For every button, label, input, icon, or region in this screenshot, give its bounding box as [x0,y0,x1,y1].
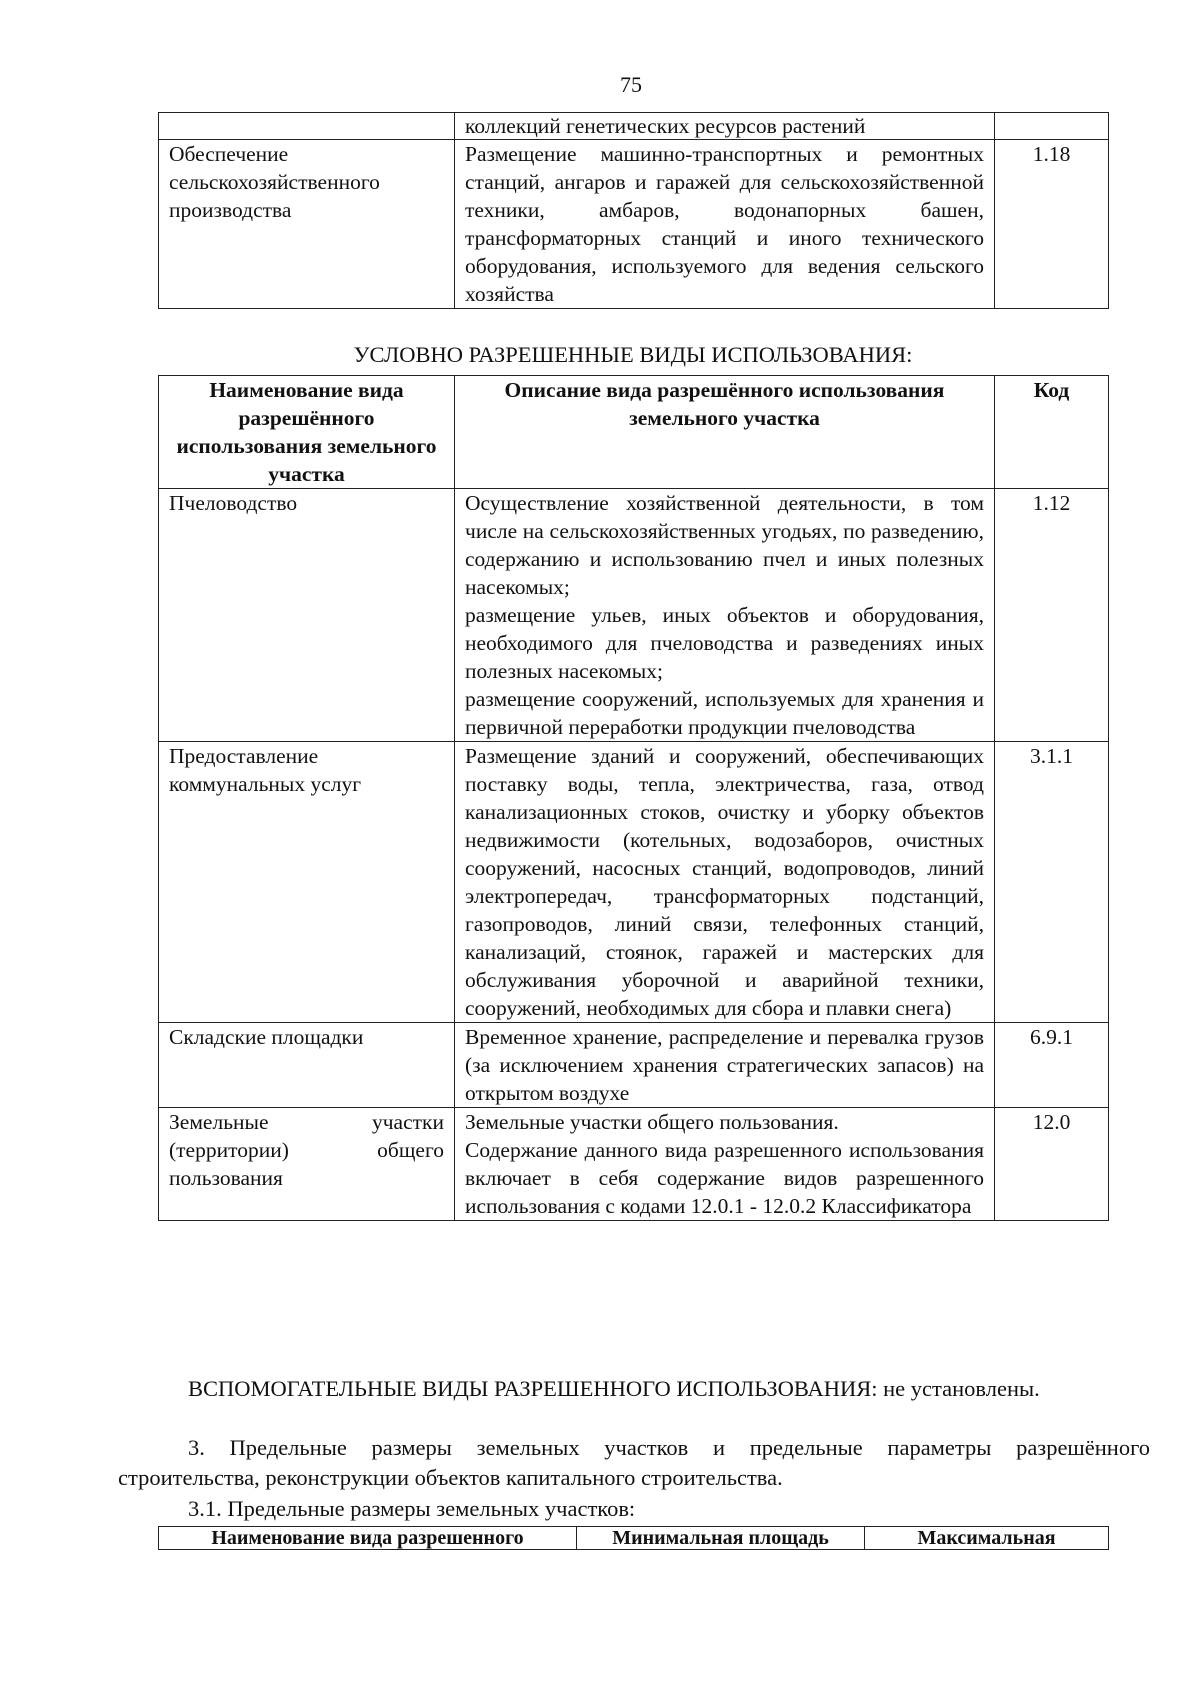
section-3-title: 3. Предельные размеры земельных участков и предельные параметры разрешённого [188,1435,1150,1460]
header-min-area: Минимальная площадь [577,1527,865,1550]
section-3-1-title: 3.1. Предельные размеры земельных участков: [188,1496,636,1521]
auxiliary-uses-value: не установлены. [883,1376,1040,1401]
main-uses-table-continuation [158,112,1109,309]
page-number: 75 [620,72,642,97]
conditional-uses-heading: УСЛОВНО РАЗРЕШЕННЫЕ ВИДЫ ИСПОЛЬЗОВАНИЯ: [353,342,913,367]
header-code: Код [995,376,1109,489]
table-header-row [159,1527,1109,1550]
use-name-cell: Предоставление коммунальных услуг [159,742,455,1023]
use-name-cell: Складские площадки [159,1023,455,1108]
header-max-area: Максимальная [865,1527,1109,1550]
conditional-uses-table [158,375,1109,1221]
header-description: Описание вида разрешённого использования земельного участка [455,376,995,489]
table-row [159,113,1109,140]
table-row [159,742,1109,1023]
description-cell: коллекций генетических ресурсов растений [455,113,995,140]
description-cell: Размещение машинно-транспортных и ремонтных станций, ангаров и гаражей для сельскохозяйственной техники, амбаров, водонапорных башен, трансформаторных станций и иного технического оборудования, используемого для ведения сельского хозяйства [455,140,995,309]
description-cell [455,489,995,742]
use-name-cell: Обеспечение сельскохозяйственного производства [159,140,455,309]
description-paragraph: Осуществление хозяйственной деятельности, в том числе на сельскохозяйственных угодьях, по разведению, содержанию и использованию пчел и иных полезных насекомых; [465,491,984,599]
auxiliary-uses-line [188,1376,1040,1402]
code-cell: 3.1.1 [995,742,1109,1023]
description-paragraph: размещение ульев, иных объектов и оборудования, необходимого для пчеловодства и разведениях иных полезных насекомых; [465,603,984,683]
plot-size-limits-table [158,1526,1109,1550]
table-row [159,489,1109,742]
table-row [159,1023,1109,1108]
use-name-cell: Пчеловодство [159,489,455,742]
code-cell: 12.0 [995,1108,1109,1221]
table-row [159,140,1109,309]
use-name-cell: Земельные участки (территории) общего пользования [159,1108,455,1221]
section-3-title-continued: строительства, реконструкции объектов капитального строительства. [118,1465,783,1490]
description-cell: Временное хранение, распределение и перевалка грузов (за исключением хранения стратегических запасов) на открытом воздухе [455,1023,995,1108]
description-cell: Размещение зданий и сооружений, обеспечивающих поставку воды, тепла, электричества, газа, отвод канализационных стоков, очистку и уборку объектов недвижимости (котельных, водозаборов, очистных сооружений, насосных станций, водопроводов, линий электропередач, трансформаторных подстанций, газопроводов, линий связи, телефонных станций, канализаций, стоянок, гаражей и мастерских для обслуживания уборочной и аварийной техники, сооружений, необходимых для сбора и плавки снега) [455,742,995,1023]
description-paragraph: Земельные участки общего пользования. [465,1110,839,1134]
header-use-name: Наименование вида разрешенного [159,1527,577,1550]
code-cell: 1.18 [995,140,1109,309]
auxiliary-uses-label: ВСПОМОГАТЕЛЬНЫЕ ВИДЫ РАЗРЕШЕННОГО ИСПОЛЬЗОВАНИЯ: [188,1376,878,1401]
description-paragraph: размещение сооружений, используемых для хранения и первичной переработки продукции пчеловодства [465,687,984,739]
code-cell: 1.12 [995,489,1109,742]
table-row [159,1108,1109,1221]
description-paragraph: Содержание данного вида разрешенного использования включает в себя содержание видов разрешенного использования с кодами 12.0.1 - 12.0.2 Классификатора [465,1138,984,1218]
description-cell [455,1108,995,1221]
code-cell: 6.9.1 [995,1023,1109,1108]
header-use-name: Наименование вида разрешённого использования земельного участка [159,376,455,489]
table-header-row [159,376,1109,489]
